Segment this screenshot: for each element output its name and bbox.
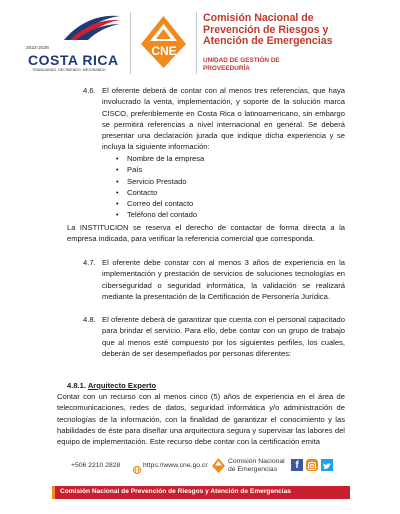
section-4-8-1-title: Arquitecto Experto: [87, 381, 157, 390]
section-4-8-number: 4.8.: [83, 315, 96, 324]
header-divider: [130, 12, 131, 74]
list-item: • Servicio Prestado: [127, 176, 327, 187]
costa-rica-years: 2022-2026: [26, 46, 49, 51]
costa-rica-flag-swoosh-icon: [24, 10, 122, 44]
list-item: • Correo del contacto: [127, 198, 327, 209]
footer-cne-name: [228, 458, 285, 473]
unit-title-line-2: PROVEEDURÍA: [203, 64, 250, 72]
institucion-paragraph: La INSTITUCION se reserva el derecho de contactar de forma directa a la empresa indicada, para verificar la referencia comercial que corresponda.: [67, 223, 345, 244]
footer-banner-text: Comisión Nacional de Prevención de Riesgos y Atención de Emergencias: [60, 488, 291, 495]
section-4-6-number: 4.6.: [83, 86, 96, 95]
institution-title-line-3: Atención de Emergencias: [203, 35, 333, 47]
list-item: • Teléfono del contado: [127, 209, 327, 220]
institution-title-line-1: Comisión Nacional de: [203, 12, 314, 24]
twitter-icon[interactable]: [321, 459, 333, 471]
cne-logo-text: CNE: [151, 44, 177, 58]
list-item: • Contacto: [127, 187, 327, 198]
cne-logo: [139, 14, 188, 70]
unit-title: [203, 57, 393, 72]
section-4-8-1-text: Contar con un recurso con al menos cinco (5) años de experiencia en el área de telecomunicaciones, redes de datos, seguridad informática y/o administración de tecnologías de la información, con la finalidad de garantizar el conocimiento y las habilidades de éste para diseñar una arquitectura segura y supervisar las labores del equipo de implementación. Este recurso debe contar con la certificación emita: [57, 392, 345, 447]
facebook-icon[interactable]: f: [291, 459, 303, 471]
section-4-8-1-number: 4.8.1.: [67, 381, 86, 390]
institution-title-line-2: Prevención de Riesgos y: [203, 23, 329, 36]
section-4-7-number: 4.7.: [83, 258, 96, 267]
unit-title-line-1: UNIDAD DE GESTIÓN DE: [203, 57, 280, 64]
institution-title: [203, 13, 393, 48]
list-item: • Nombre de la empresa: [127, 153, 327, 164]
section-4-8-1-heading: [67, 381, 156, 390]
costa-rica-name: COSTA RICA: [28, 52, 119, 68]
cne-triangle-icon: [139, 14, 188, 70]
section-4-6-text: El oferente deberá de contar con al menos tres referencias, que haya involucrado la venta, implementación, y soporte de la solución marca CISCO, preferiblemente en Costa Rica o latinoamericano, sin embargo se permitirá referencias a nivel internacional en general. Se deberá presentar una declaración jurada que indique dicha experiencia y se incluya la siguiente información:: [102, 86, 345, 152]
globe-icon: [133, 461, 141, 469]
header-divider-2: [196, 12, 197, 74]
footer-cne-name-line-1: Comisión Nacional: [228, 458, 285, 465]
footer-cne-name-line-2: de Emergencias: [228, 465, 278, 473]
costa-rica-logo: [24, 10, 122, 72]
section-4-8-text: El oferente deberá de garantizar que cuenta con el personal capacitado para brindar el servicio. Para ello, debe contar con un grupo de trabajo que al menos esté compuesto por los siguientes perfiles, los cuales, deberán de ser desempeñados por personas diferentes:: [102, 315, 345, 358]
footer-phone: +506 2210 2828: [71, 462, 121, 469]
section-4-7-text: El oferente debe constar con al menos 3 años de experiencia en la implementación y prestación de servicios de soluciones tecnologías en ciberseguridad o seguridad informática, la validación se realizará mediante la presentación de la Certificación de Personería Jurídica.: [102, 258, 345, 301]
footer-banner-accent: [52, 486, 55, 499]
footer-website[interactable]: https://www.cne.go.cr: [143, 462, 208, 469]
list-item: • País: [127, 164, 327, 175]
footer-banner: [52, 486, 350, 499]
footer-cne-logo-icon: [212, 458, 225, 473]
costa-rica-tagline: TRABAJANDO, DECIDIENDO, MEJORANDO: [32, 68, 106, 72]
instagram-icon[interactable]: [306, 459, 318, 471]
section-4-6-bullet-list: [127, 153, 327, 221]
